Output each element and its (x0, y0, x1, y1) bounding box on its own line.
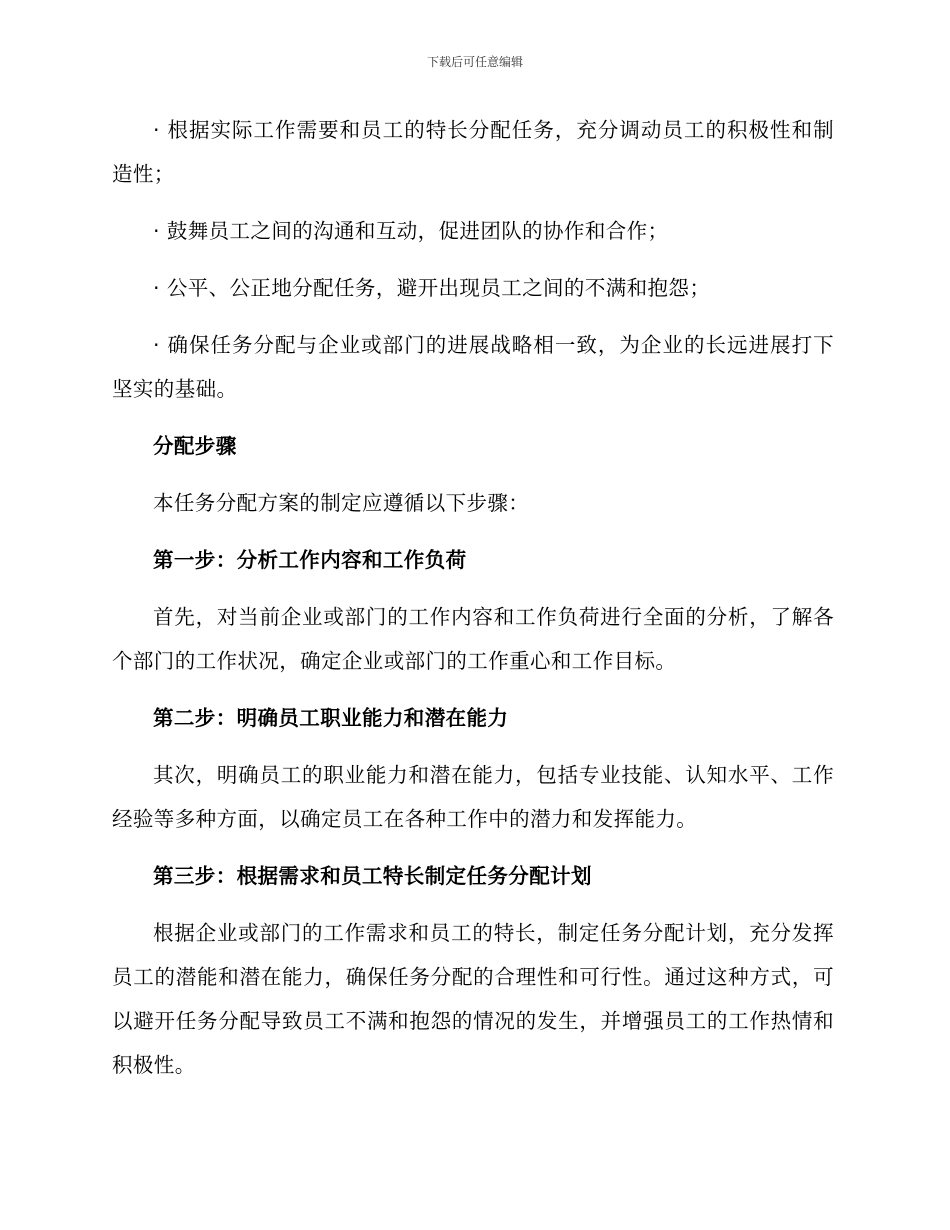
section-heading: 分配步骤 (153, 434, 237, 458)
bullet-item: · 确保任务分配与企业或部门的进展战略相一致，为企业的长远进展打下坚实的基础。 (112, 333, 834, 401)
document-body (112, 108, 834, 1087)
body-paragraph: 本任务分配方案的制定应遵循以下步骤： (153, 491, 530, 515)
body-paragraph: 其次，明确员工的职业能力和潜在能力，包括专业技能、认知水平、工作经验等多种方面，以确定员工在各种工作中的潜力和发挥能力。 (112, 763, 834, 831)
bullet-item: · 鼓舞员工之间的沟通和互动，促进团队的协作和合作； (153, 219, 669, 243)
bullet-item: · 根据实际工作需要和员工的特长分配任务，充分调动员工的积极性和制造性； (112, 118, 834, 186)
page-header: 下载后可任意编辑 (426, 55, 523, 69)
body-paragraph: 根据企业或部门的工作需求和员工的特长，制定任务分配计划，充分发挥员工的潜能和潜在能力，确保任务分配的合理性和可行性。通过这种方式，可以避开任务分配导致员工不满和抱怨的情况的发生，并增强员工的工作热情和积极性。 (112, 921, 834, 1077)
step-heading: 第二步：明确员工职业能力和潜在能力 (153, 706, 509, 730)
step-heading: 第三步：根据需求和员工特长制定任务分配计划 (153, 864, 592, 888)
step-heading: 第一步：分析工作内容和工作负荷 (153, 548, 467, 572)
bullet-item: · 公平、公正地分配任务，避开出现员工之间的不满和抱怨； (153, 276, 711, 300)
body-paragraph: 首先，对当前企业或部门的工作内容和工作负荷进行全面的分析，了解各个部门的工作状况，确定企业或部门的工作重心和工作目标。 (112, 605, 834, 673)
